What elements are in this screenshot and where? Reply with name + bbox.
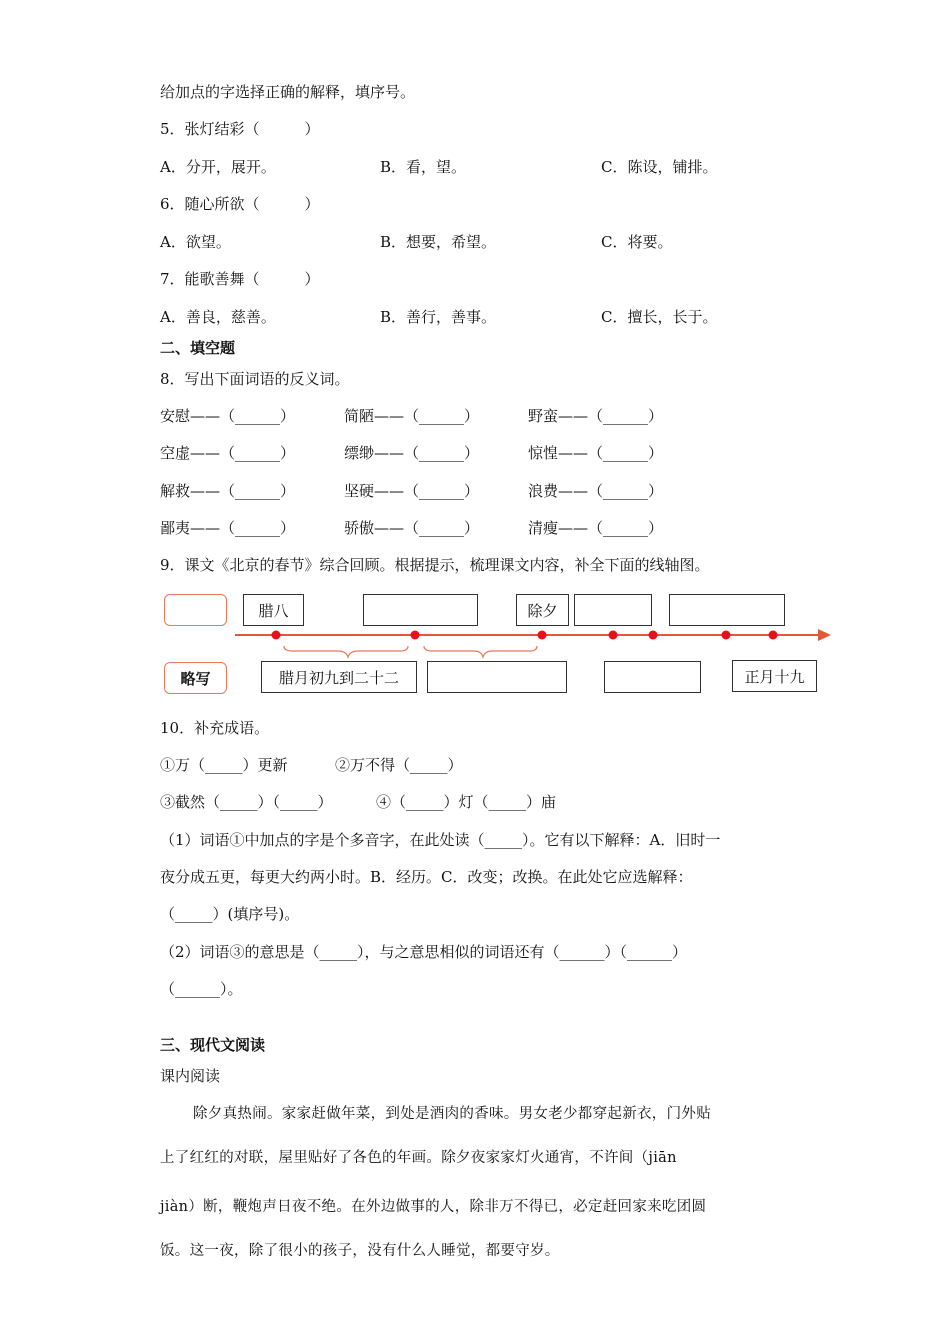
reading-passage-line: jiàn）断，鞭炮声日夜不绝。在外边做事的人，除非万不得已，必定赶回家来吃团圆 <box>160 1199 707 1215</box>
timeline-blank-label-box <box>164 594 227 626</box>
idiom-2: ②万不得（_____） <box>335 756 463 774</box>
question-6-stem: 6．随心所欲（ ） <box>160 195 320 213</box>
timeline-brace <box>424 646 537 657</box>
question-6-option-c: C．将要。 <box>601 233 673 251</box>
timeline-dot <box>722 631 731 640</box>
timeline-blank-box <box>669 594 785 626</box>
reading-passage-line: 上了红红的对联，屋里贴好了各色的年画。除夕夜家家灯火通宵，不许间（jiān <box>160 1150 677 1166</box>
antonym-item: 野蛮——（______） <box>528 407 664 425</box>
antonym-item: 骄傲——（______） <box>344 519 480 537</box>
question-10-part-2-line: （______）。 <box>160 980 243 998</box>
question-7-option-a: A．善良，慈善。 <box>160 308 276 326</box>
timeline-box-layue: 腊月初九到二十二 <box>261 661 417 693</box>
instruction-text: 给加点的字选择正确的解释，填序号。 <box>160 83 416 101</box>
antonym-item: 浪费——（______） <box>528 482 664 500</box>
question-8-stem: 8．写出下面词语的反义词。 <box>160 370 350 388</box>
antonym-item: 鄙夷——（______） <box>160 519 296 537</box>
antonym-item: 安慰——（______） <box>160 407 296 425</box>
question-5-option-a: A．分开，展开。 <box>160 158 276 176</box>
section-3-heading: 三、现代文阅读 <box>160 1036 266 1054</box>
idiom-1: ①万（_____）更新 <box>160 756 288 774</box>
timeline-dot <box>272 631 281 640</box>
antonym-item: 清瘦——（______） <box>528 519 664 537</box>
timeline-dot <box>609 631 618 640</box>
timeline-blank-box <box>574 594 652 626</box>
timeline-blank-box <box>604 661 701 693</box>
question-10-part-2-line: （2）词语③的意思是（_____），与之意思相似的词语还有（______）（______） <box>160 943 688 961</box>
question-9-stem: 9．课文《北京的春节》综合回顾。根据提示，梳理课文内容，补全下面的线轴图。 <box>160 556 710 574</box>
timeline-arrowhead <box>818 629 831 641</box>
timeline-brace <box>284 646 408 657</box>
section-2-heading: 二、填空题 <box>160 339 236 357</box>
question-6-option-b: B．想要，希望。 <box>380 233 497 251</box>
reading-subtitle: 课内阅读 <box>160 1067 221 1085</box>
idiom-4: ④（_____）灯（_____）庙 <box>376 793 557 811</box>
antonym-item: 简陋——（______） <box>344 407 480 425</box>
antonym-item: 解救——（______） <box>160 482 296 500</box>
idiom-3: ③截然（_____）（_____） <box>160 793 333 811</box>
timeline-box-zhengyue: 正月十九 <box>732 660 817 692</box>
reading-passage-line: 除夕真热闹。家家赶做年菜，到处是酒肉的香味。男女老少都穿起新衣，门外贴 <box>193 1106 711 1122</box>
question-10-stem: 10．补充成语。 <box>160 719 270 737</box>
timeline-dot <box>649 631 658 640</box>
reading-passage-line: 饭。这一夜，除了很小的孩子，没有什么人睡觉，都要守岁。 <box>160 1243 560 1259</box>
question-7-option-c: C．擅长，长于。 <box>601 308 718 326</box>
antonym-item: 缥缈——（______） <box>344 444 480 462</box>
timeline-label-lvexie: 略写 <box>164 662 227 694</box>
question-5-option-c: C．陈设，铺排。 <box>601 158 718 176</box>
timeline-box-chuxi: 除夕 <box>516 594 569 626</box>
timeline-blank-box <box>427 661 567 693</box>
question-10-part-1-line: （1）词语①中加点的字是个多音字，在此处读（_____）。它有以下解释：A．旧时一 <box>160 831 721 849</box>
question-5-option-b: B．看，望。 <box>380 158 467 176</box>
timeline-blank-box <box>363 594 478 626</box>
question-7-option-b: B．善行，善事。 <box>380 308 497 326</box>
timeline-dot <box>538 631 547 640</box>
question-5-stem: 5．张灯结彩（ ） <box>160 120 320 138</box>
antonym-item: 坚硬——（______） <box>344 482 480 500</box>
question-10-part-1-line: （_____）(填序号)。 <box>160 905 300 923</box>
question-6-option-a: A．欲望。 <box>160 233 231 251</box>
timeline-dot <box>411 631 420 640</box>
question-7-stem: 7．能歌善舞（ ） <box>160 270 320 288</box>
question-10-part-1-line: 夜分成五更，每更大约两小时。B．经历。C．改变；改换。在此处它应选解释： <box>160 868 693 886</box>
timeline-dot <box>769 631 778 640</box>
antonym-item: 惊惶——（______） <box>528 444 664 462</box>
timeline-box-laba: 腊八 <box>243 594 304 626</box>
antonym-item: 空虚——（______） <box>160 444 296 462</box>
